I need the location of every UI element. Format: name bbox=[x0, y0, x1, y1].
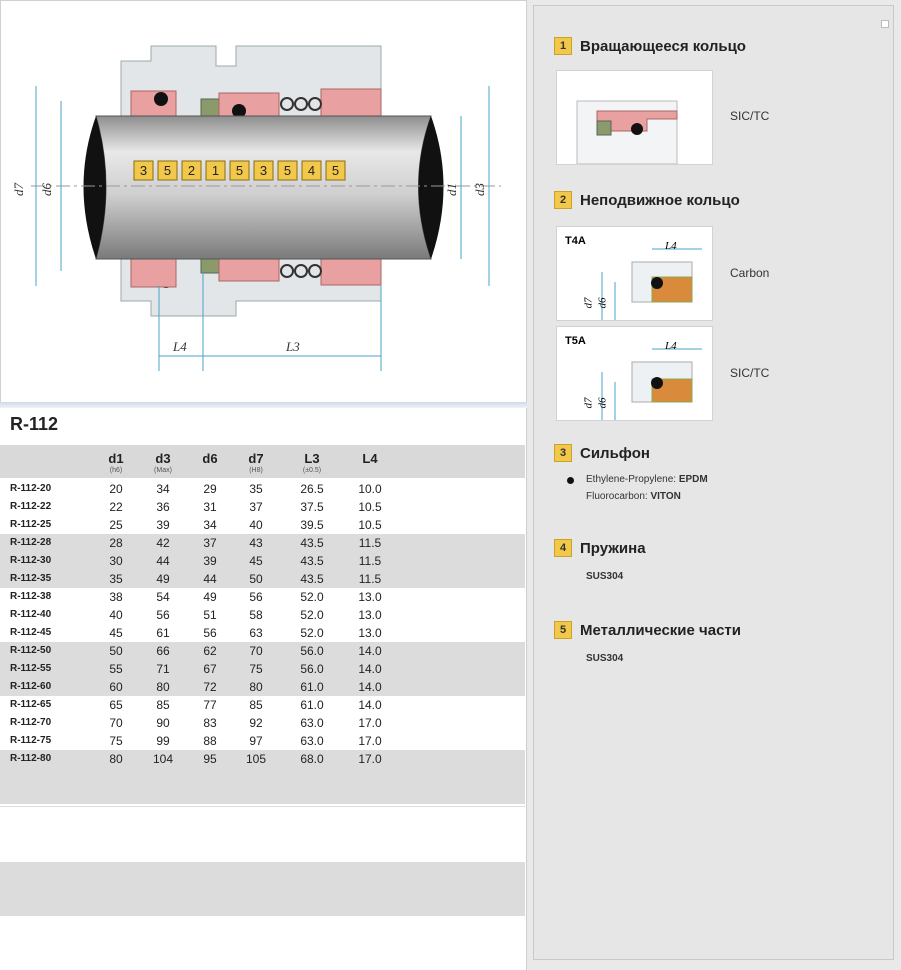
value-cell: 65 bbox=[109, 698, 123, 712]
value-cell: 70 bbox=[109, 716, 123, 730]
badge-5: 5 bbox=[554, 621, 572, 639]
table-row bbox=[0, 606, 525, 624]
value-cell: 63.0 bbox=[300, 716, 324, 730]
model-cell: R-112-65 bbox=[10, 699, 52, 710]
value-cell: 85 bbox=[249, 698, 263, 712]
model-cell: R-112-25 bbox=[10, 519, 52, 530]
t5a-d7: d7 bbox=[582, 397, 595, 409]
part-badge-label: 5 bbox=[283, 163, 292, 178]
value-cell: 99 bbox=[156, 734, 170, 748]
value-cell: 43.5 bbox=[300, 554, 324, 568]
value-cell: 25 bbox=[109, 518, 123, 532]
value-cell: 104 bbox=[152, 752, 174, 766]
table-row bbox=[0, 732, 525, 750]
value-cell: 37.5 bbox=[300, 500, 324, 514]
value-cell: 43.5 bbox=[300, 572, 324, 586]
material-1: SIC/TC bbox=[730, 109, 770, 123]
value-cell: 72 bbox=[203, 680, 217, 694]
value-cell: 11.5 bbox=[358, 536, 382, 550]
value-cell: 39 bbox=[156, 518, 170, 532]
model-cell: R-112-22 bbox=[10, 501, 52, 512]
value-cell: 39.5 bbox=[300, 518, 324, 532]
value-cell: 37 bbox=[249, 500, 263, 514]
t4a-d7: d7 bbox=[582, 297, 595, 309]
t5a-l4: L4 bbox=[665, 340, 677, 352]
value-cell: 14.0 bbox=[358, 698, 382, 712]
value-cell: 35 bbox=[249, 482, 263, 496]
table-row bbox=[0, 660, 525, 678]
section-1 bbox=[554, 37, 746, 55]
value-cell: 49 bbox=[156, 572, 170, 586]
col-L3: L3 (±0.5) bbox=[302, 451, 322, 474]
value-cell: 49 bbox=[203, 590, 217, 604]
material-4: SUS304 bbox=[586, 571, 624, 582]
value-cell: 60 bbox=[109, 680, 123, 694]
value-cell: 13.0 bbox=[358, 608, 382, 622]
section-4 bbox=[554, 539, 646, 557]
value-cell: 56 bbox=[249, 590, 263, 604]
t5a-label: T5A bbox=[565, 335, 586, 347]
value-cell: 63.0 bbox=[300, 734, 324, 748]
col-L4: L4 bbox=[362, 451, 378, 466]
t5a-d6: d6 bbox=[596, 397, 609, 409]
value-cell: 40 bbox=[109, 608, 123, 622]
value-cell: 80 bbox=[249, 680, 263, 694]
model-cell: R-112-75 bbox=[10, 735, 52, 746]
rotating-ring-image bbox=[556, 70, 713, 165]
seal-cross-section bbox=[1, 1, 526, 404]
blank-row bbox=[0, 862, 525, 916]
value-cell: 14.0 bbox=[358, 680, 382, 694]
value-cell: 52.0 bbox=[300, 590, 324, 604]
dim-d7: d7 bbox=[11, 183, 26, 196]
value-cell: 10.0 bbox=[358, 482, 382, 496]
value-cell: 67 bbox=[203, 662, 217, 676]
value-cell: 56.0 bbox=[300, 644, 324, 658]
table-row bbox=[0, 552, 525, 570]
value-cell: 38 bbox=[109, 590, 123, 604]
part-badge-label: 1 bbox=[211, 163, 220, 178]
value-cell: 92 bbox=[249, 716, 263, 730]
table-row bbox=[0, 678, 525, 696]
part-badge-label: 5 bbox=[163, 163, 172, 178]
value-cell: 56 bbox=[203, 626, 217, 640]
material-t4a: Carbon bbox=[730, 266, 770, 280]
model-cell: R-112-30 bbox=[10, 555, 52, 566]
dim-L4: L4 bbox=[173, 339, 187, 354]
value-cell: 80 bbox=[156, 680, 170, 694]
material-5: SUS304 bbox=[586, 653, 624, 664]
table-row bbox=[0, 534, 525, 552]
part-badge-label: 2 bbox=[187, 163, 196, 178]
value-cell: 90 bbox=[156, 716, 170, 730]
table-row bbox=[0, 480, 525, 498]
t4a-d6: d6 bbox=[596, 297, 609, 309]
o-ring-dot-icon bbox=[567, 477, 574, 484]
value-cell: 20 bbox=[109, 482, 123, 496]
value-cell: 44 bbox=[156, 554, 170, 568]
value-cell: 71 bbox=[156, 662, 170, 676]
seal-part-upper-left bbox=[131, 91, 176, 116]
value-cell: 97 bbox=[249, 734, 263, 748]
section-5-title: Металлические части bbox=[580, 621, 742, 639]
value-cell: 14.0 bbox=[358, 662, 382, 676]
value-cell: 10.5 bbox=[358, 500, 382, 514]
value-cell: 61.0 bbox=[300, 698, 324, 712]
value-cell: 52.0 bbox=[300, 608, 324, 622]
dim-d3: d3 bbox=[472, 183, 487, 196]
material-t5a: SIC/TC bbox=[730, 366, 770, 380]
value-cell: 43 bbox=[249, 536, 263, 550]
value-cell: 43.5 bbox=[300, 536, 324, 550]
value-cell: 30 bbox=[109, 554, 123, 568]
dim-d1: d1 bbox=[444, 183, 459, 196]
value-cell: 61.0 bbox=[300, 680, 324, 694]
value-cell: 61 bbox=[156, 626, 170, 640]
value-cell: 75 bbox=[249, 662, 263, 676]
model-cell: R-112-60 bbox=[10, 681, 52, 692]
model-cell: R-112-70 bbox=[10, 717, 52, 728]
value-cell: 31 bbox=[203, 500, 217, 514]
value-cell: 14.0 bbox=[358, 644, 382, 658]
section-divider bbox=[0, 402, 527, 408]
table-row bbox=[0, 624, 525, 642]
value-cell: 17.0 bbox=[358, 752, 382, 766]
badge-4: 4 bbox=[554, 539, 572, 557]
value-cell: 17.0 bbox=[358, 734, 382, 748]
value-cell: 13.0 bbox=[358, 590, 382, 604]
value-cell: 51 bbox=[203, 608, 217, 622]
value-cell: 88 bbox=[203, 734, 217, 748]
value-cell: 37 bbox=[203, 536, 217, 550]
value-cell: 62 bbox=[203, 644, 217, 658]
model-title: R-112 bbox=[10, 414, 59, 434]
legend-panel bbox=[533, 5, 894, 960]
section-3 bbox=[554, 444, 650, 462]
value-cell: 105 bbox=[245, 752, 267, 766]
value-cell: 95 bbox=[203, 752, 217, 766]
value-cell: 75 bbox=[109, 734, 123, 748]
table-row bbox=[0, 642, 525, 660]
value-cell: 11.5 bbox=[358, 572, 382, 586]
value-cell: 34 bbox=[203, 518, 217, 532]
section-1-title: Вращающееся кольцо bbox=[580, 37, 746, 55]
table-row bbox=[0, 498, 525, 516]
table-row bbox=[0, 696, 525, 714]
col-d1: d1 (h6) bbox=[108, 451, 124, 474]
section-4-title: Пружина bbox=[580, 539, 646, 557]
badge-1: 1 bbox=[554, 37, 572, 55]
table-row bbox=[0, 714, 525, 732]
badge-2: 2 bbox=[554, 191, 572, 209]
table-row bbox=[0, 570, 525, 588]
model-cell: R-112-35 bbox=[10, 573, 52, 584]
model-cell: R-112-40 bbox=[10, 609, 52, 620]
section-3-title: Сильфон bbox=[580, 444, 650, 462]
model-cell: R-112-38 bbox=[10, 591, 52, 602]
value-cell: 56.0 bbox=[300, 662, 324, 676]
value-cell: 56 bbox=[156, 608, 170, 622]
value-cell: 50 bbox=[249, 572, 263, 586]
table-row bbox=[0, 588, 525, 606]
value-cell: 55 bbox=[109, 662, 123, 676]
value-cell: 35 bbox=[109, 572, 123, 586]
part-badge-label: 5 bbox=[235, 163, 244, 178]
model-cell: R-112-45 bbox=[10, 627, 52, 638]
value-cell: 17.0 bbox=[358, 716, 382, 730]
value-cell: 52.0 bbox=[300, 626, 324, 640]
t5a-image bbox=[556, 326, 713, 421]
table-row bbox=[0, 750, 525, 768]
col-d3: d3 (Max) bbox=[154, 451, 172, 474]
section-2 bbox=[554, 191, 740, 209]
value-cell: 63 bbox=[249, 626, 263, 640]
value-cell: 39 bbox=[203, 554, 217, 568]
value-cell: 44 bbox=[203, 572, 217, 586]
value-cell: 11.5 bbox=[358, 554, 382, 568]
seal-drawing bbox=[0, 0, 527, 405]
blank-row bbox=[0, 916, 525, 970]
t4a-l4: L4 bbox=[665, 240, 677, 252]
badge-3: 3 bbox=[554, 444, 572, 462]
model-cell: R-112-28 bbox=[10, 537, 52, 548]
model-cell: R-112-20 bbox=[10, 483, 52, 494]
t4a-label: T4A bbox=[565, 235, 586, 247]
value-cell: 50 bbox=[109, 644, 123, 658]
value-cell: 13.0 bbox=[358, 626, 382, 640]
value-cell: 66 bbox=[156, 644, 170, 658]
part-badge-label: 3 bbox=[259, 163, 268, 178]
model-cell: R-112-55 bbox=[10, 663, 52, 674]
value-cell: 26.5 bbox=[300, 482, 324, 496]
value-cell: 58 bbox=[249, 608, 263, 622]
value-cell: 80 bbox=[109, 752, 123, 766]
value-cell: 36 bbox=[156, 500, 170, 514]
value-cell: 54 bbox=[156, 590, 170, 604]
col-d6: d6 bbox=[202, 451, 218, 466]
col-d7: d7 (H8) bbox=[248, 451, 264, 474]
value-cell: 70 bbox=[249, 644, 263, 658]
bellows-line-2: Fluorocarbon: VITON bbox=[586, 491, 681, 502]
table-header bbox=[0, 445, 525, 478]
model-cell: R-112-50 bbox=[10, 645, 52, 656]
blank-row bbox=[0, 806, 525, 862]
dim-L3: L3 bbox=[286, 339, 300, 354]
value-cell: 40 bbox=[249, 518, 263, 532]
part-badge-label: 3 bbox=[139, 163, 148, 178]
value-cell: 68.0 bbox=[300, 752, 324, 766]
value-cell: 85 bbox=[156, 698, 170, 712]
value-cell: 77 bbox=[203, 698, 217, 712]
dim-d6: d6 bbox=[39, 183, 54, 196]
t4a-image bbox=[556, 226, 713, 321]
section-5 bbox=[554, 621, 741, 639]
part-badge-label: 4 bbox=[307, 163, 316, 178]
bellows-line-1: Ethylene-Propylene: EPDM bbox=[586, 474, 708, 485]
model-cell: R-112-80 bbox=[10, 753, 52, 764]
table-row bbox=[0, 516, 525, 534]
part-badge-label: 5 bbox=[331, 163, 340, 178]
value-cell: 45 bbox=[109, 626, 123, 640]
value-cell: 10.5 bbox=[358, 518, 382, 532]
value-cell: 29 bbox=[203, 482, 217, 496]
value-cell: 42 bbox=[156, 536, 170, 550]
value-cell: 28 bbox=[109, 536, 123, 550]
corner-box bbox=[881, 20, 889, 28]
value-cell: 83 bbox=[203, 716, 217, 730]
value-cell: 45 bbox=[249, 554, 263, 568]
section-2-title: Неподвижное кольцо bbox=[580, 191, 740, 209]
value-cell: 34 bbox=[156, 482, 170, 496]
value-cell: 22 bbox=[109, 500, 123, 514]
